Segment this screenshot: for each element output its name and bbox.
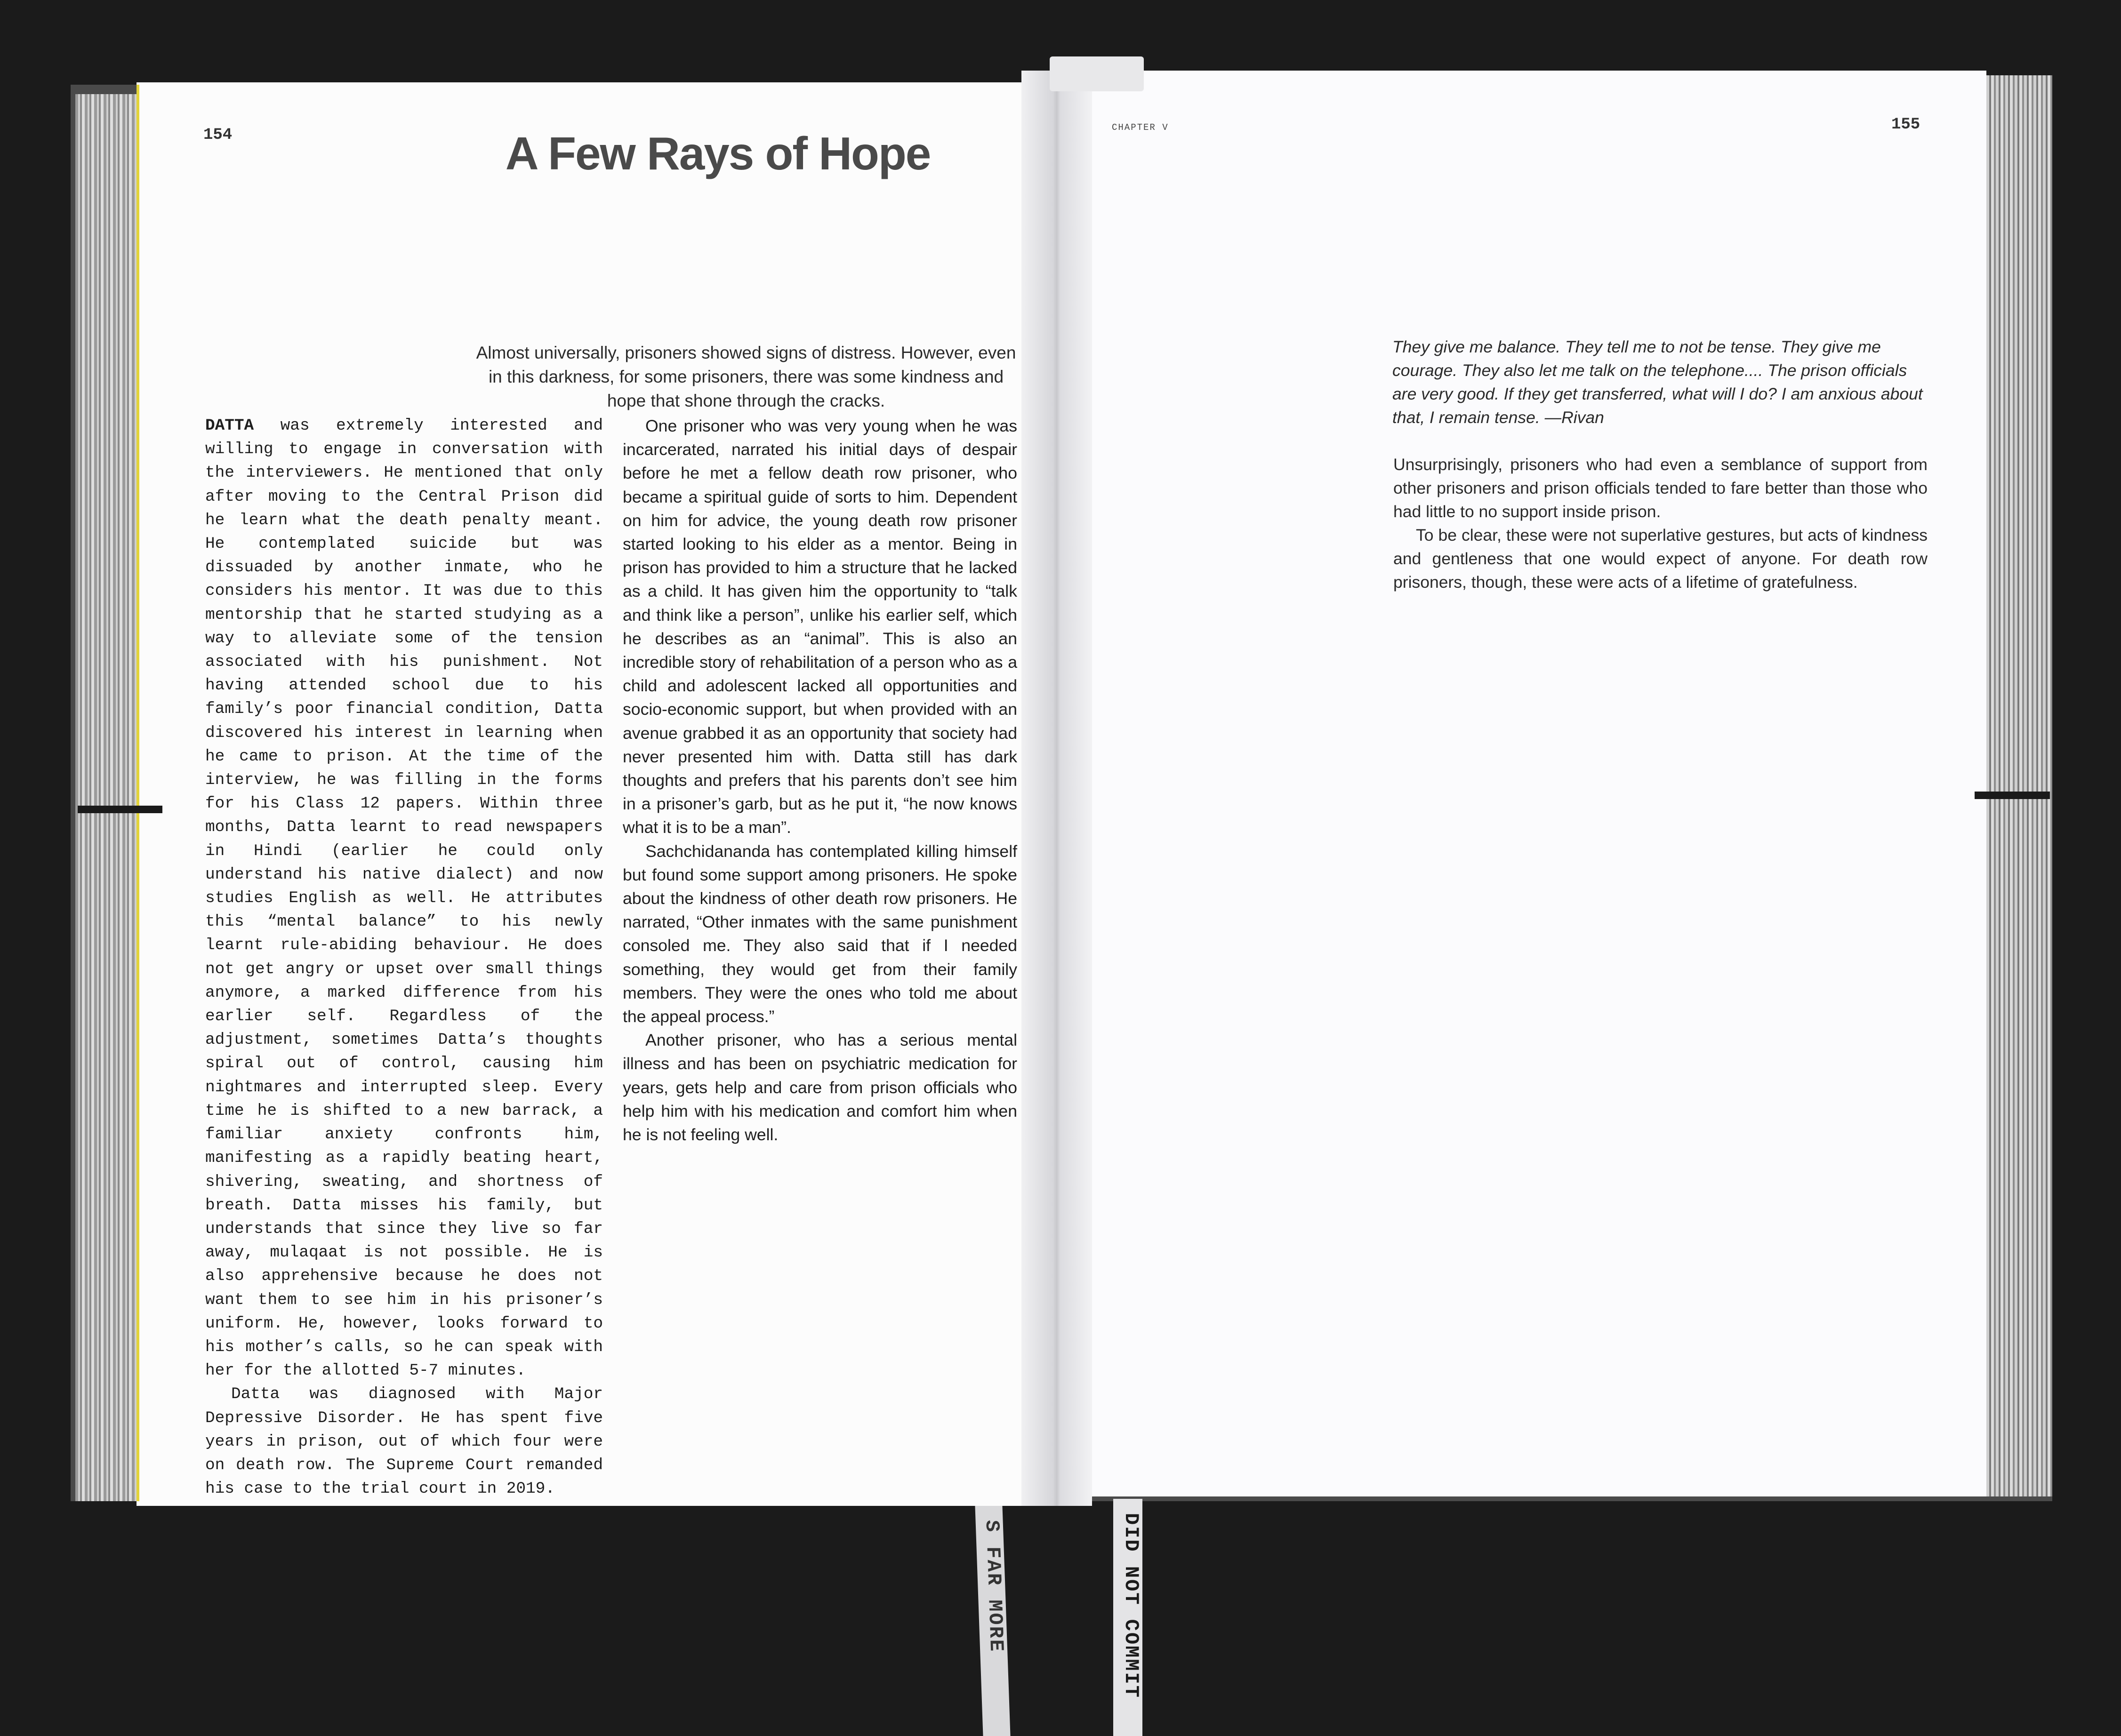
page-title: A Few Rays of Hope: [505, 128, 931, 179]
elastic-band-left: [78, 806, 162, 813]
right-paragraph-1: Unsurprisingly, prisoners who had even a semblance of support from other prisoners and prison officials tended to fare better than those who had little to no support inside prison.: [1393, 455, 1928, 521]
intro-paragraph: Almost universally, prisoners showed signs of distress. However, even in this darkness, for some prisoners, there was some kindness and hope that shone through the cracks.: [476, 343, 1016, 410]
mono-paragraph-1-text: was extremely interested and willing to engage in conversation with the interviewers. He mentioned that only after moving to the Central Prison did he learn what the death penalty meant. He contemplated suicide but was dissuaded by another inmate, who he considers his mentor. It was due to this mentorship that he started studying as a way to alleviate some of the tension associated with his punishment. Not having attended school due to his family’s poor financial condition, Datta discovered his interest in learning when he came to prison. At the time of the interview, he was filling in the forms for his Class 12 papers. Within three months, Datta learnt to read newspapers in Hindi (earlier he could only understand his native dialect) and now studies English as well. He attributes this “mental balance” to his newly learnt rule-abiding behaviour. He does not get angry or upset over small things anymore, a marked difference from his earlier self. Regardless of the adjustment, sometimes Datta’s thoughts spiral out of control, causing him nightmares and interrupted sleep. Every time he is shifted to a new barrack, a familiar anxiety confronts him, manifesting as a rapidly beating heart, shivering, sweating, and shortness of breath. Datta misses his family, but understands that since they live so far away, mulaqaat is not possible. He is also apprehensive because he does not want them to see him in his prisoner’s uniform. He, however, looks forward to his mother’s calls, so he can speak with her for the allotted 5-7 minutes.: [205, 416, 603, 1380]
ribbon-top: [1050, 56, 1144, 91]
right-page: [1064, 71, 1986, 1496]
lead-name: DATTA: [205, 416, 254, 435]
mono-paragraph-2: Datta was diagnosed with Major Depressive Disorder. He has spent five years in prison, out of which four were on death row. The Supreme Court remanded his case to the trial court in 2019.: [205, 1385, 603, 1498]
page-edge-accent: [137, 85, 139, 1501]
right-paragraph-2: To be clear, these were not superlative gestures, but acts of kindness and gentleness that one would expect of anyone. For death row prisoners, though, these were acts of a lifetime of gratefulness.: [1393, 526, 1928, 592]
bookmark-ribbon-back: S FAR MORE: [975, 1506, 1010, 1736]
sans-paragraph-2: Sachchidananda has contemplated killing himself but found some support among prisoners. He spoke about the kindness of other death row prisoners. He narrated, “Other inmates with the same punishment consoled me. They also said that if I needed something, they would get from their family members. They were the ones who told me about the appeal process.”: [623, 841, 1017, 1026]
left-page-number: 154: [203, 126, 233, 144]
mono-column: [205, 414, 603, 1501]
book-gutter: [1021, 71, 1092, 1506]
chapter-label: CHAPTER V: [1112, 122, 1169, 133]
bookmark-ribbon-front: DID NOT COMMIT: [1113, 1499, 1142, 1736]
mono-paragraph-1: [205, 414, 603, 1383]
elastic-band-right: [1975, 792, 2050, 799]
page-edges-left: [75, 94, 146, 1501]
sans-paragraph-1: One prisoner who was very young when he was incarcerated, narrated his initial days of despair before he met a fellow death row prisoner, who became a spiritual guide of sorts to him. Dependent on him for advice, the young death row prisoner started looking to his elder as a mentor. Being in prison has provided to him a structure that he lacked as a child. It has given him the opportunity to “talk and think like a person”, unlike his earlier self, which he describes as an “animal”. This is also an incredible story of rehabilitation of a person who as a child and adolescent lacked all opportunities and socio-economic support, but when provided with an avenue grabbed it as an opportunity that society had never presented him with. Datta still has dark thoughts and prefers that his parents don’t see him in a prisoner’s garb, but as he put it, “he now knows what it is to be a man”.: [623, 416, 1017, 837]
right-body: [1393, 453, 1928, 594]
pull-quote: They give me balance. They tell me to not be tense. They give me courage. They also let me talk on the telephone.... The prison officials are very good. If they get transferred, what will I do? I am anxious about that, I remain tense. —Rivan: [1392, 337, 1923, 427]
sans-column: [623, 414, 1017, 1146]
sans-paragraph-3: Another prisoner, who has a serious mental illness and has been on psychiatric medication for years, gets help and care from prison officials who help him with his medication and comfort him when he is not feeling well.: [623, 1031, 1017, 1144]
right-page-number: 155: [1891, 116, 1920, 134]
